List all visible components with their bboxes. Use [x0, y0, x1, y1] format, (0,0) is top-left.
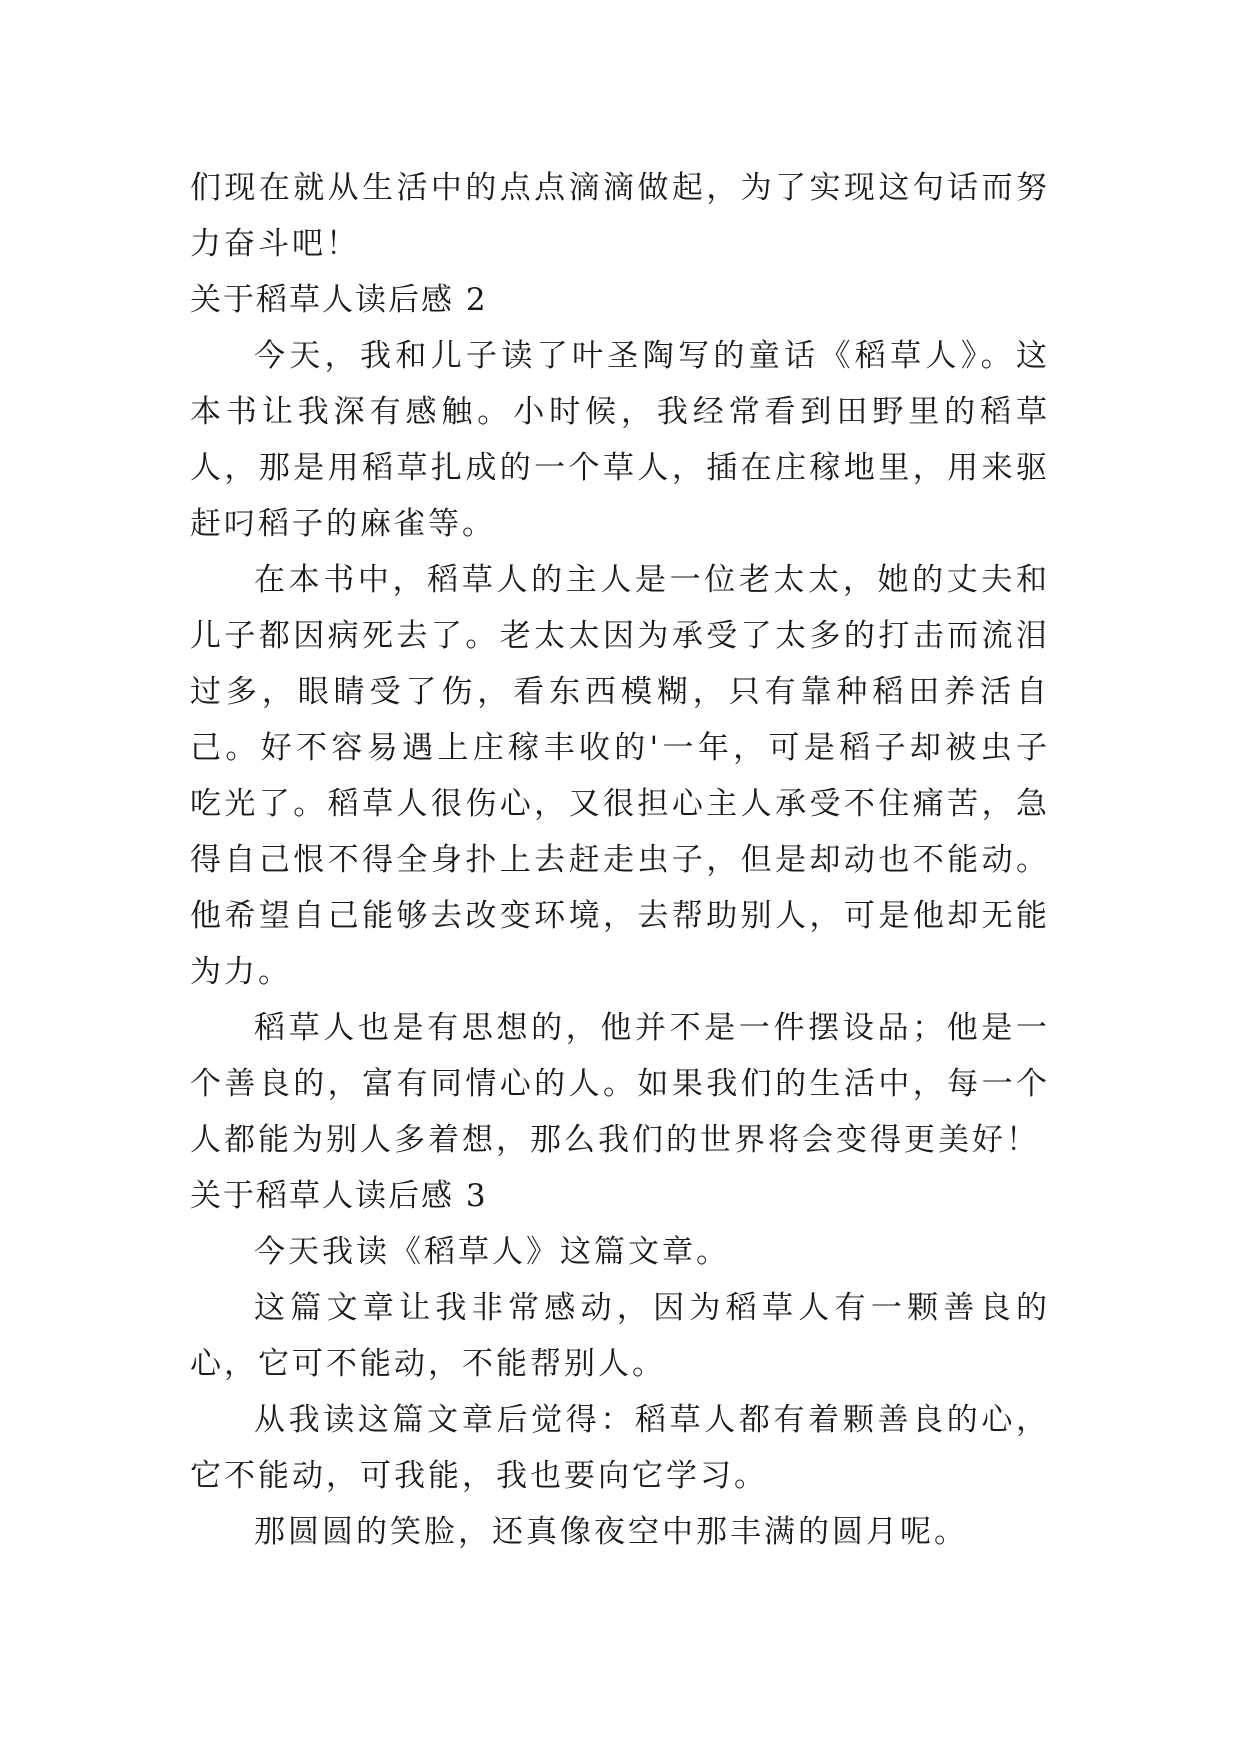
paragraph: 从我读这篇文章后觉得：稻草人都有着颗善良的心，它不能动，可我能，我也要向它学习。: [190, 1402, 1050, 1494]
paragraph: 今天我读《稻草人》这篇文章。: [254, 1234, 730, 1270]
paragraph: 那圆圆的笑脸，还真像夜空中那丰满的圆月呢。: [254, 1514, 968, 1550]
paragraph: 在本书中，稻草人的主人是一位老太太，她的丈夫和儿子都因病死去了。老太太因为承受了太多的打击而流泪过多，眼睛受了伤，看东西模糊，只有靠种稻田养活自己。好不容易遇上庄稼丰收的'一年，可是稻子却被虫子吃光了。稻草人很伤心，又很担心主人承受不住痛苦，急得自己恨不得全身扑上去赶走虫子，但是却动也不能动。他希望自己能够去改变环境，去帮助别人，可是他却无能为力。: [190, 562, 1050, 990]
paragraph: 今天，我和儿子读了叶圣陶写的童话《稻草人》。这本书让我深有感触。小时候，我经常看到田野里的稻草人，那是用稻草扎成的一个草人，插在庄稼地里，用来驱赶叼稻子的麻雀等。: [190, 338, 1050, 542]
paragraph-continuation: 们现在就从生活中的点点滴滴做起，为了实现这句话而努力奋斗吧！: [190, 170, 1050, 262]
section-heading-3: 关于稻草人读后感 3: [190, 1178, 488, 1214]
section-heading-2: 关于稻草人读后感 2: [190, 282, 488, 318]
paragraph: 这篇文章让我非常感动，因为稻草人有一颗善良的心，它可不能动，不能帮别人。: [190, 1290, 1050, 1382]
document-body: [190, 160, 1050, 1560]
paragraph: 稻草人也是有思想的，他并不是一件摆设品；他是一个善良的，富有同情心的人。如果我们的生活中，每一个人都能为别人多着想，那么我们的世界将会变得更美好！: [190, 1010, 1050, 1158]
